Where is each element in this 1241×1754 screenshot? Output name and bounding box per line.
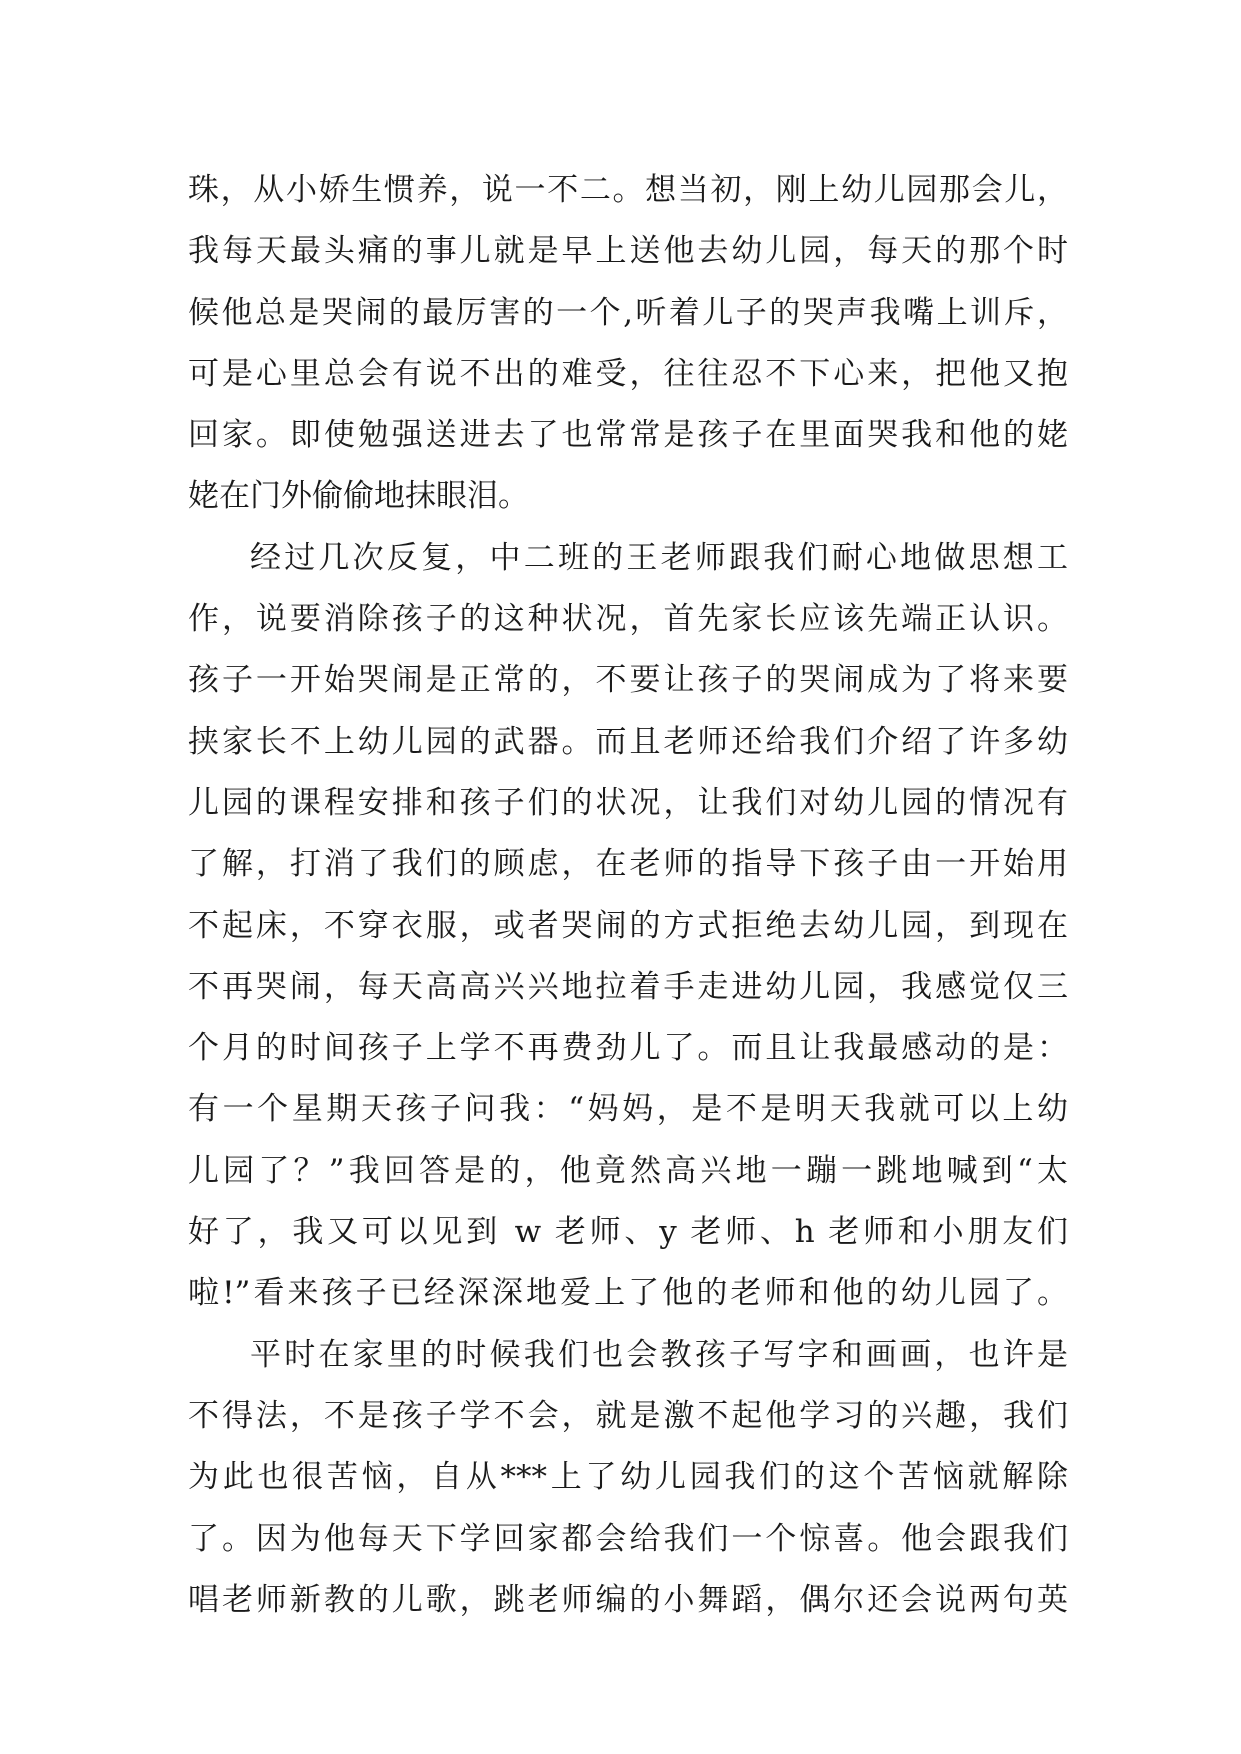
text-line: 作，说要消除孩子的这种状况，首先家长应该先端正认识。 [188, 601, 1068, 638]
paragraph [188, 528, 1068, 1325]
text-line: 不再哭闹，每天高高兴兴地拉着手走进幼儿园，我感觉仅三 [188, 968, 1068, 1005]
text-line: 珠，从小娇生惯养，说一不二。想当初，刚上幼儿园那会儿， [188, 172, 1068, 208]
text-line: 经过几次反复，中二班的王老师跟我们耐心地做思想工 [250, 539, 1068, 576]
paragraph [188, 1325, 1068, 1631]
text-line: 孩子一开始哭闹是正常的，不要让孩子的哭闹成为了将来要 [188, 662, 1068, 699]
text-line: 可是心里总会有说不出的难受，往往忍不下心来，把他又抱 [188, 355, 1068, 392]
text-line: 儿园的课程安排和孩子们的状况，让我们对幼儿园的情况有 [188, 784, 1068, 821]
text-line: 儿园了？”我回答是的，他竟然高兴地一蹦一跳地喊到“太 [188, 1152, 1068, 1189]
text-line: 好了，我又可以见到 w 老师、y 老师、h 老师和小朋友们 [188, 1214, 1068, 1251]
text-line: 我每天最头痛的事儿就是早上送他去幼儿园，每天的那个时 [188, 233, 1068, 270]
text-line: 不起床，不穿衣服，或者哭闹的方式拒绝去幼儿园，到现在 [188, 907, 1068, 944]
text-line: 回家。即使勉强送进去了也常常是孩子在里面哭我和他的姥 [188, 417, 1068, 454]
text-line: 啦!”看来孩子已经深深地爱上了他的老师和他的幼儿园了。 [188, 1275, 1068, 1312]
document-body [188, 160, 1068, 1631]
text-line: 候他总是哭闹的最厉害的一个,听着儿子的哭声我嘴上训斥， [188, 294, 1068, 331]
text-line: 个月的时间孩子上学不再费劲儿了。而且让我最感动的是： [188, 1030, 1068, 1067]
text-line: 有一个星期天孩子问我：“妈妈，是不是明天我就可以上幼 [188, 1091, 1068, 1128]
text-line: 唱老师新教的儿歌，跳老师编的小舞蹈，偶尔还会说两句英 [188, 1581, 1068, 1618]
text-line: 了。因为他每天下学回家都会给我们一个惊喜。他会跟我们 [188, 1520, 1068, 1557]
text-line: 了解，打消了我们的顾虑，在老师的指导下孩子由一开始用 [188, 846, 1068, 883]
paragraph [188, 160, 1068, 528]
text-line: 挟家长不上幼儿园的武器。而且老师还给我们介绍了许多幼 [188, 723, 1068, 760]
text-line: 不得法，不是孩子学不会，就是激不起他学习的兴趣，我们 [188, 1397, 1068, 1434]
text-line: 姥在门外偷偷地抹眼泪。 [188, 478, 529, 515]
text-line: 平时在家里的时候我们也会教孩子写字和画画，也许是 [250, 1336, 1068, 1373]
text-line: 为此也很苦恼，自从***上了幼儿园我们的这个苦恼就解除 [188, 1459, 1068, 1496]
